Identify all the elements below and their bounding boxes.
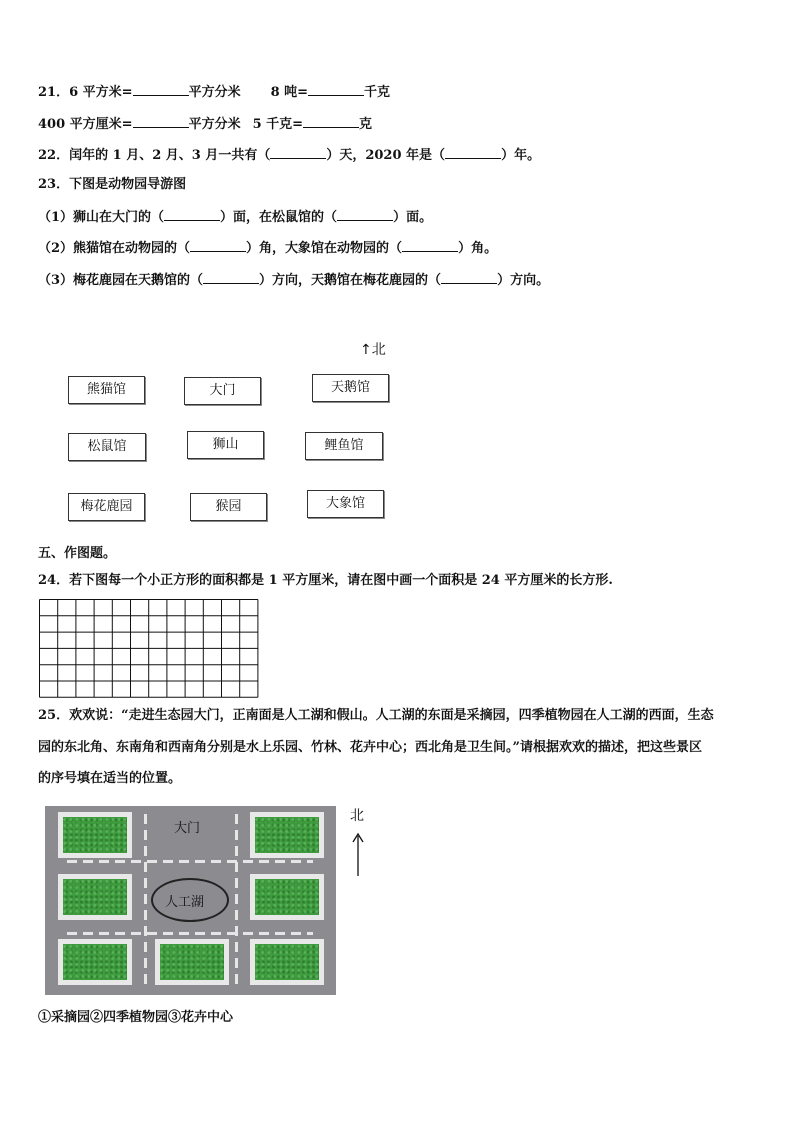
- place-panda: 熊猫馆: [68, 376, 145, 404]
- q24-text: 24．若下图每一个小正方形的面积都是 1 平方厘米，请在图中画一个面积是 24 平方厘米的长方形.: [38, 573, 613, 588]
- q23-text: ）角，大象馆在动物园的（: [246, 241, 403, 256]
- answer-blank[interactable]: [445, 146, 501, 159]
- q23-text: ）面。: [393, 210, 433, 225]
- q21-unit: 平方分米: [188, 85, 241, 100]
- scenic-area-east[interactable]: [250, 874, 324, 920]
- answer-blank[interactable]: [164, 208, 220, 221]
- section-heading: 五、作图题。: [38, 546, 117, 561]
- q22-text: 22．闰年的 1 月、2 月、3 月一共有（: [38, 148, 271, 163]
- q22-line: [38, 146, 540, 164]
- q23-text: （2）熊猫馆在动物园的（: [38, 241, 191, 256]
- map-gate-label: 大门: [174, 821, 201, 836]
- place-swan: 天鹅馆: [312, 374, 389, 402]
- road-dash: [67, 860, 313, 863]
- q23-text: （3）梅花鹿园在天鹅馆的（: [38, 273, 204, 288]
- answer-blank[interactable]: [190, 239, 246, 252]
- q25-line2: 园的东北角、东南角和西南角分别是水上乐园、竹林、花卉中心；西北角是卫生间。”请根据欢欢的描述，把这些景区: [38, 740, 702, 755]
- map-north-label: 北: [350, 808, 364, 824]
- answer-blank[interactable]: [441, 271, 497, 284]
- scenic-area-northeast[interactable]: [250, 812, 324, 858]
- q21-text: 8 吨=: [270, 85, 309, 100]
- q21-line1: [38, 83, 390, 101]
- q21-text: 5 千克=: [252, 117, 304, 132]
- q23-text: ）方向。: [497, 273, 550, 288]
- q21-unit: 平方分米: [188, 117, 241, 132]
- eco-park-map: [45, 806, 336, 995]
- q25-options: ①采摘园②四季植物园③花卉中心: [38, 1010, 234, 1025]
- map-lake-label: 人工湖: [165, 895, 205, 910]
- q23-text: ）面，在松鼠馆的（: [220, 210, 338, 225]
- north-arrow-icon: [352, 832, 364, 877]
- answer-blank[interactable]: [270, 146, 326, 159]
- scenic-area-west[interactable]: [58, 874, 132, 920]
- place-lion: 狮山: [187, 431, 264, 459]
- q23-text: ）方向，天鹅馆在梅花鹿园的（: [259, 273, 442, 288]
- q23-title: 23．下图是动物园导游图: [38, 177, 187, 192]
- answer-blank[interactable]: [402, 239, 458, 252]
- q23-part1: [38, 208, 432, 226]
- scenic-area-southwest[interactable]: [58, 939, 132, 985]
- place-elephant: 大象馆: [307, 490, 384, 518]
- q23-text: （1）狮山在大门的（: [38, 210, 165, 225]
- q21-text: 21．6 平方米=: [38, 85, 133, 100]
- place-deer: 梅花鹿园: [68, 493, 145, 521]
- q25-line3: 的序号填在适当的位置。: [38, 771, 182, 786]
- answer-blank[interactable]: [337, 208, 393, 221]
- place-monkey: 猴园: [190, 493, 267, 521]
- q22-text: ）年。: [501, 148, 541, 163]
- north-arrow-label: ↑北: [360, 342, 386, 358]
- road-dash: [235, 814, 238, 989]
- q22-text: ）天，2020 年是（: [326, 148, 446, 163]
- q23-part2: [38, 239, 497, 257]
- q23-text: ）角。: [458, 241, 498, 256]
- q23-part3: [38, 271, 549, 289]
- scenic-area-northwest[interactable]: [58, 812, 132, 858]
- q21-line2: [38, 115, 372, 133]
- answer-blank[interactable]: [308, 83, 364, 96]
- q21-text: 400 平方厘米=: [38, 117, 133, 132]
- road-dash: [144, 814, 147, 989]
- scenic-area-southeast[interactable]: [250, 939, 324, 985]
- road-dash: [67, 932, 313, 935]
- place-carp: 鲤鱼馆: [305, 432, 383, 460]
- answer-blank[interactable]: [133, 83, 189, 96]
- answer-blank[interactable]: [203, 271, 259, 284]
- place-gate: 大门: [184, 377, 261, 405]
- q25-line1: 25．欢欢说：“走进生态园大门，正南面是人工湖和假山。人工湖的东面是采摘园，四季植物园在人工湖的西面，生态: [38, 708, 714, 723]
- scenic-area-south[interactable]: [155, 939, 229, 985]
- q21-unit: 克: [359, 117, 373, 132]
- place-squirrel: 松鼠馆: [68, 433, 146, 461]
- answer-blank[interactable]: [303, 115, 359, 128]
- q21-unit: 千克: [364, 85, 391, 100]
- answer-blank[interactable]: [133, 115, 189, 128]
- square-grid[interactable]: [39, 599, 261, 699]
